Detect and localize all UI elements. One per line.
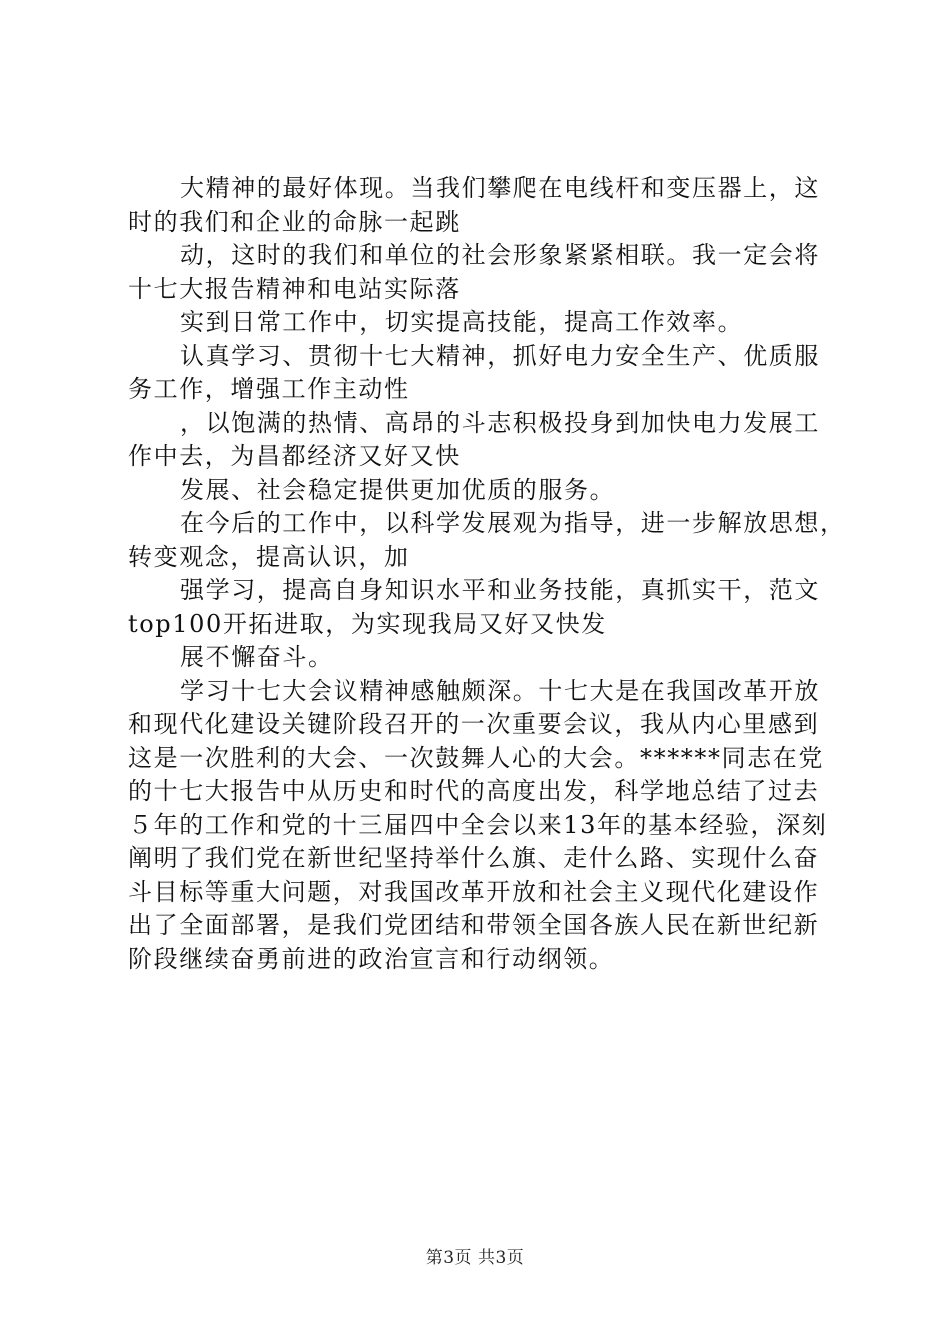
body-text — [128, 172, 848, 976]
text-line: 十七大报告精神和电站实际落 — [128, 274, 461, 303]
text-line: 时的我们和企业的命脉一起跳 — [128, 207, 461, 236]
text-line: 发展、社会稳定提供更加优质的服务。 — [180, 475, 616, 504]
text-line: 认真学习、贯彻十七大精神，抓好电力安全生产、优质服 — [180, 341, 820, 370]
text-line: 作中去，为昌都经济又好又快 — [128, 442, 461, 470]
text-line: 强学习，提高自身知识水平和业务技能，真抓实干，范文 — [180, 576, 820, 604]
text-line: 动，这时的我们和单位的社会形象紧紧相联。我一定会将 — [180, 241, 820, 269]
text-line: 阐明了我们党在新世纪坚持举什么旗、走什么路、实现什么奋 — [128, 844, 820, 872]
text-line: 实到日常工作中，切实提高技能，提高工作效率。 — [180, 308, 744, 336]
text-line: top100开拓进取，为实现我局又好又快发 — [128, 609, 607, 638]
text-line: 阶段继续奋勇前进的政治宣言和行动纲领。 — [128, 944, 615, 973]
text-line: 的十七大报告中从历史和时代的高度出发，科学地总结了过去 — [128, 777, 820, 805]
text-line: 出了全面部署，是我们党团结和带领全国各族人民在新世纪新 — [128, 911, 820, 939]
text-line: 斗目标等重大问题，对我国改革开放和社会主义现代化建设作 — [128, 877, 820, 906]
text-line: 和现代化建设关键阶段召开的一次重要会议，我从内心里感到 — [128, 710, 820, 738]
text-line: ，以饱满的热情、高昂的斗志积极投身到加快电力发展工 — [180, 408, 820, 437]
text-line: 务工作，增强工作主动性 — [128, 375, 410, 403]
text-line: 在今后的工作中，以科学发展观为指导，进一步解放思想， — [180, 509, 846, 537]
text-line: 转变观念，提高认识，加 — [128, 542, 410, 571]
page-footer: 第3页 共3页 — [425, 1248, 525, 1268]
text-line: ５年的工作和党的十三届四中全会以来13年的基本经验，深刻 — [128, 810, 828, 839]
text-line: 这是一次胜利的大会、一次鼓舞人心的大会。******同志在党 — [128, 743, 824, 772]
text-line: 展不懈奋斗。 — [180, 643, 334, 671]
text-line: 大精神的最好体现。当我们攀爬在电线杆和变压器上，这 — [180, 174, 820, 202]
text-line: 学习十七大会议精神感触颇深。十七大是在我国改革开放 — [180, 676, 820, 705]
